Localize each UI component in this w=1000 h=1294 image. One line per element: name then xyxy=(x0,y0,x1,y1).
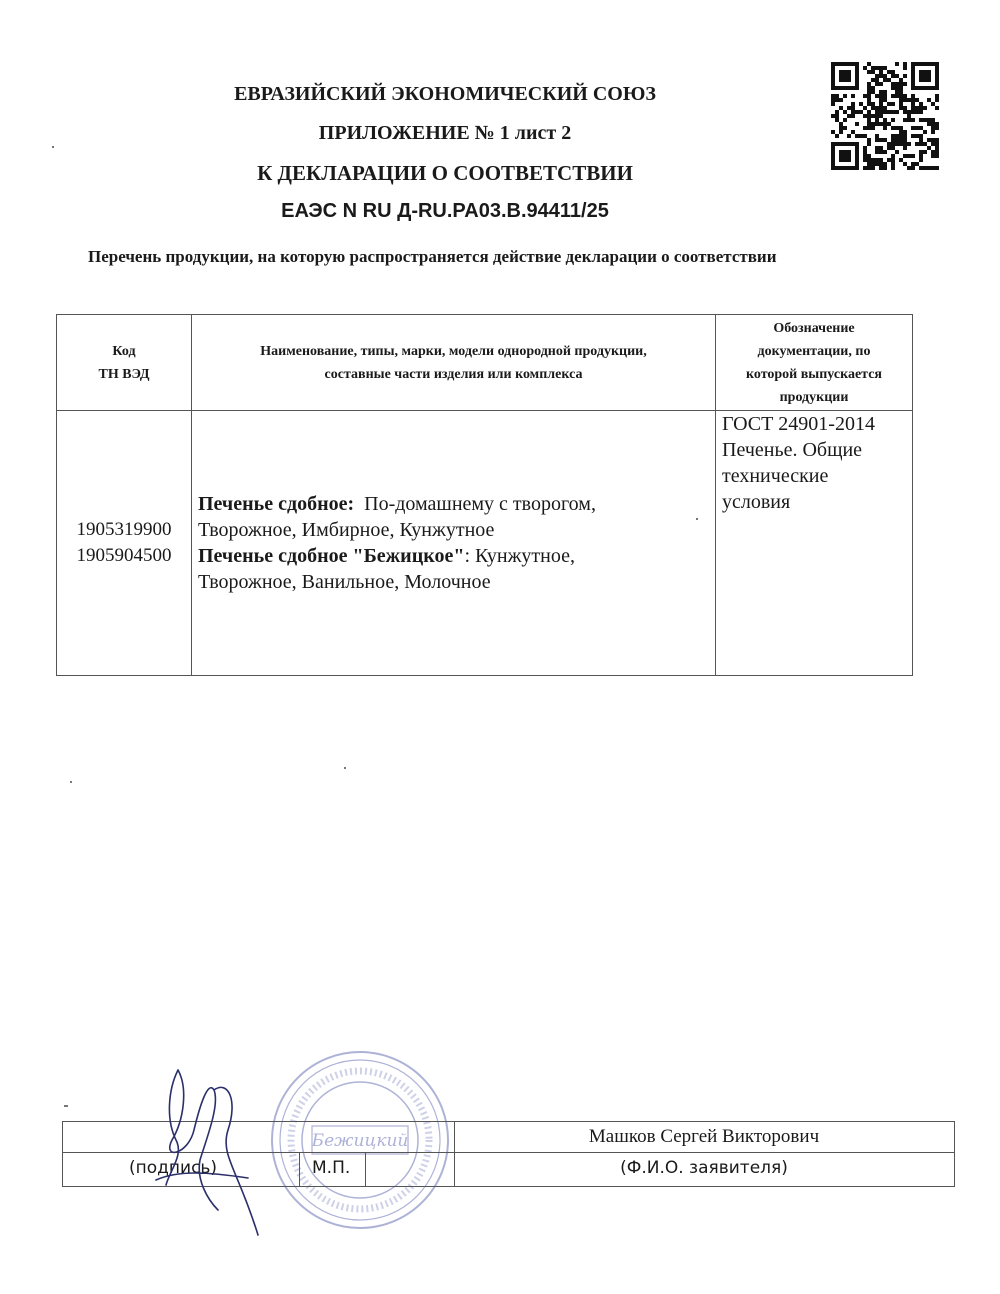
standard-doc xyxy=(716,411,913,676)
header-doc-line: Обозначение xyxy=(773,320,855,336)
standard-line: ГОСТ 24901-2014 xyxy=(722,413,875,435)
product-names xyxy=(192,411,716,676)
table-header-row xyxy=(57,315,913,411)
standard-line: Печенье. Общие xyxy=(722,439,863,461)
standard-line: условия xyxy=(722,491,791,513)
product-types: : Кунжутное, xyxy=(464,545,575,567)
header-name xyxy=(192,315,716,411)
standard-line: технические xyxy=(722,465,829,487)
product-types: По-домашнему с творогом, xyxy=(364,493,596,515)
header-name-line: составные части изделия или комплекса xyxy=(324,366,583,382)
header-code-line: Код xyxy=(112,343,136,359)
tnved-code: 1905904500 xyxy=(76,545,172,566)
stamp-text: Бежицкий xyxy=(311,1131,409,1151)
product-table xyxy=(56,314,913,676)
header-name-line: Наименование, типы, марки, модели однородной продукции, xyxy=(260,343,647,359)
product-title: Печенье сдобное "Бежицкое" xyxy=(198,545,465,567)
qr-code xyxy=(831,62,939,170)
header-doc-line: документации, по xyxy=(757,343,871,359)
union-title: ЕВРАЗИЙСКИЙ ЭКОНОМИЧЕСКИЙ СОЮЗ xyxy=(234,83,656,105)
product-title: Печенье сдобное: xyxy=(198,493,355,515)
applicant-name: Машков Сергей Викторович xyxy=(588,1126,820,1147)
appendix-title: ПРИЛОЖЕНИЕ № 1 лист 2 xyxy=(318,122,572,144)
table-row xyxy=(57,411,913,676)
stamp-place-label: М.П. xyxy=(312,1158,351,1178)
declaration-number: ЕАЭС N RU Д-RU.PA03.B.94411/25 xyxy=(281,200,609,222)
header-doc-line: которой выпускается xyxy=(746,366,882,382)
header-doc xyxy=(716,315,913,411)
tnved-code: 1905319900 xyxy=(76,519,172,540)
product-line xyxy=(198,491,709,517)
product-types: Творожное, Ванильное, Молочное xyxy=(198,571,491,593)
signature-label: (подпись) xyxy=(129,1158,218,1178)
handwritten-signature xyxy=(148,1060,268,1240)
intro-text: Перечень продукции, на которую распространяется действие декларации о соответствии xyxy=(88,247,777,266)
header-code-line: ТН ВЭД xyxy=(98,366,150,382)
header-code xyxy=(57,315,192,411)
header-doc-line: продукции xyxy=(779,389,849,405)
product-line xyxy=(198,543,709,569)
declaration-title: К ДЕКЛАРАЦИИ О СООТВЕТСТВИИ xyxy=(257,161,633,185)
tnved-codes xyxy=(57,411,192,676)
fio-label: (Ф.И.О. заявителя) xyxy=(620,1158,788,1178)
product-types: Творожное, Имбирное, Кунжутное xyxy=(198,519,495,541)
